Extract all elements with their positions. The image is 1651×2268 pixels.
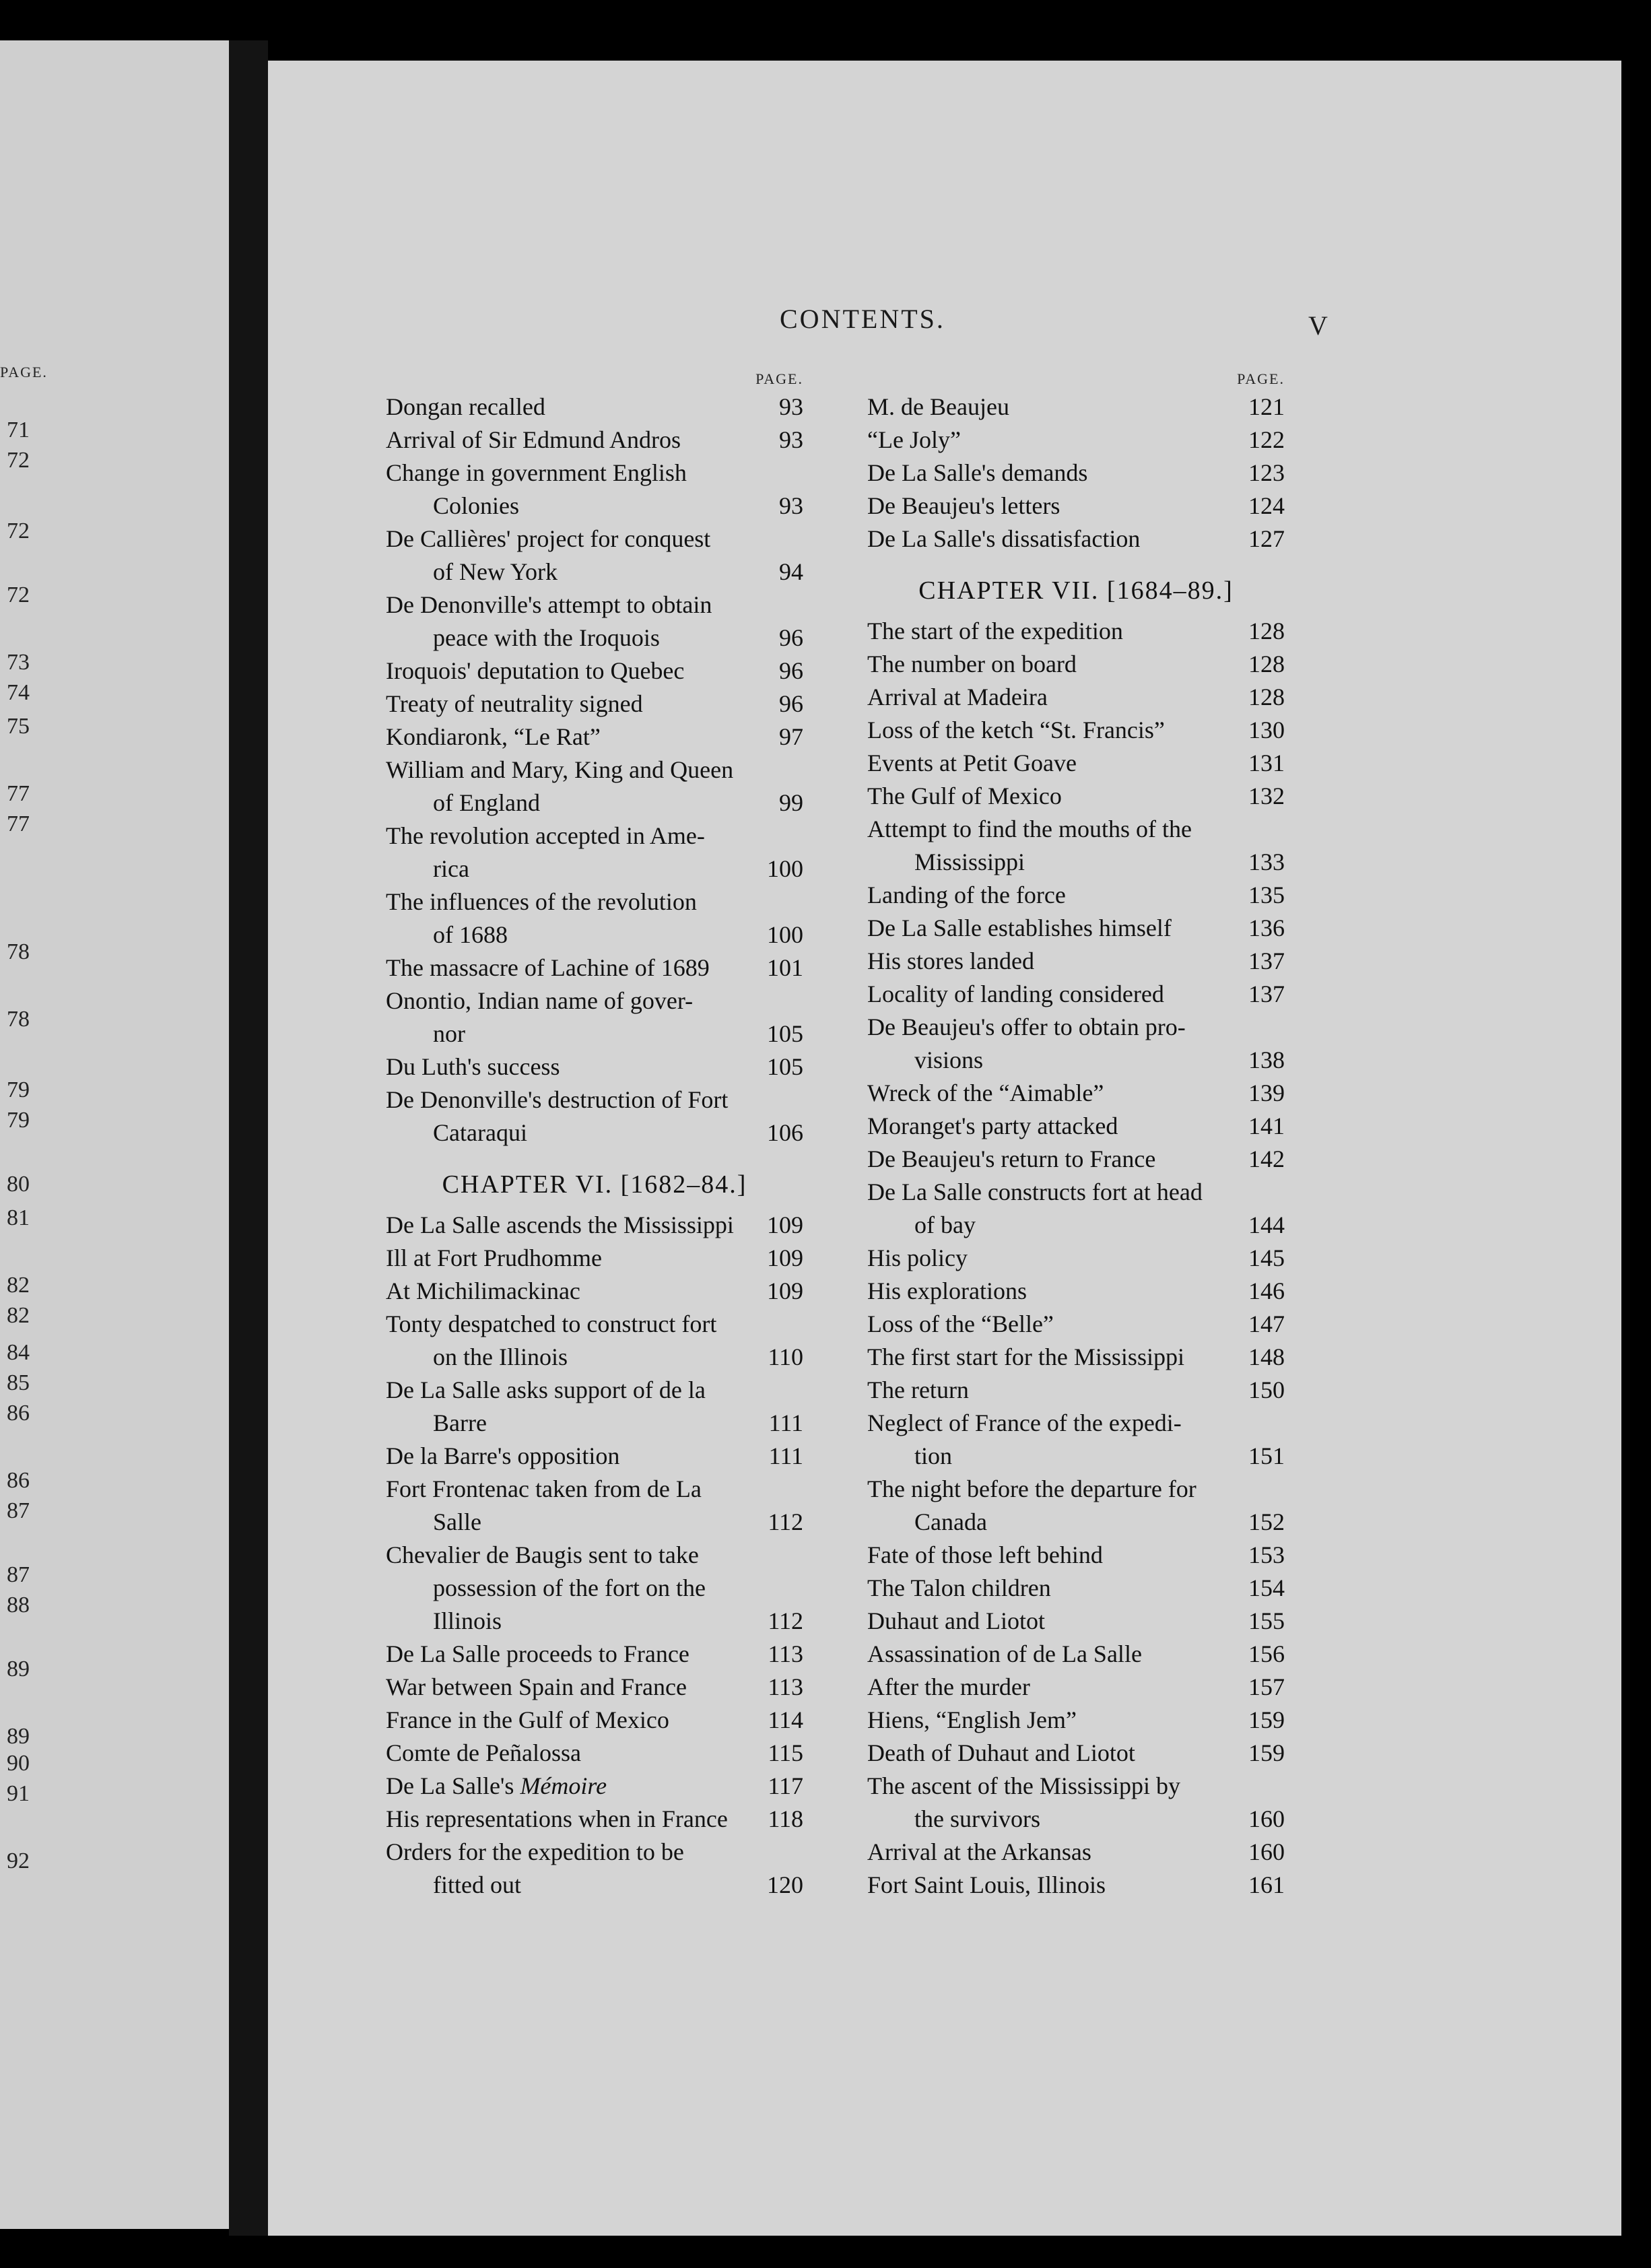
toc-entry bbox=[867, 1671, 1285, 1704]
toc-entry-title: Locality of landing considered bbox=[867, 980, 1164, 1007]
toc-page-number: 110 bbox=[768, 1343, 803, 1370]
facing-page-number: 74 bbox=[7, 680, 30, 705]
toc-entry bbox=[867, 1275, 1285, 1308]
toc-entry-title: De Beaujeu's letters bbox=[867, 492, 1060, 519]
toc-entry-title: War between Spain and France bbox=[386, 1673, 687, 1700]
facing-page-number: 77 bbox=[7, 811, 30, 836]
facing-page-header: PAGE. bbox=[0, 364, 48, 380]
toc-entry bbox=[386, 688, 803, 721]
toc-page-number: 96 bbox=[779, 657, 803, 684]
toc-entry bbox=[386, 886, 803, 952]
toc-entry-title: Landing of the force bbox=[867, 881, 1066, 908]
chapter-heading: CHAPTER VI. [1682–84.] bbox=[442, 1170, 747, 1199]
toc-page-number: 123 bbox=[1248, 459, 1285, 486]
toc-entry bbox=[386, 1209, 803, 1242]
toc-page-number: 160 bbox=[1248, 1805, 1285, 1832]
toc-entry-title: De la Barre's opposition bbox=[386, 1442, 620, 1469]
toc-page-number: 112 bbox=[768, 1508, 803, 1535]
toc-entry-title: Wreck of the “Aimable” bbox=[867, 1079, 1104, 1106]
toc-entry bbox=[386, 820, 803, 886]
toc-entry bbox=[867, 1011, 1285, 1077]
facing-page-number: 72 bbox=[7, 519, 30, 543]
toc-entry-title: After the murder bbox=[867, 1673, 1030, 1700]
toc-page-number: 144 bbox=[1248, 1211, 1285, 1238]
toc-entry bbox=[867, 1539, 1285, 1572]
toc-entry bbox=[386, 424, 803, 457]
toc-entry-title: Ill at Fort Prudhomme bbox=[386, 1244, 602, 1271]
toc-page-number: 100 bbox=[767, 921, 803, 948]
toc-entry-title: Loss of the “Belle” bbox=[867, 1310, 1054, 1337]
toc-page-number: 159 bbox=[1248, 1739, 1285, 1766]
toc-entry-title: De Denonville's destruction of Fort Cataraqui bbox=[386, 1086, 729, 1146]
toc-page-number: 132 bbox=[1248, 782, 1285, 809]
facing-page-number: 86 bbox=[7, 1401, 30, 1426]
toc-page-number: 154 bbox=[1248, 1574, 1285, 1601]
toc-page-number: 93 bbox=[779, 393, 803, 420]
toc-entry bbox=[867, 523, 1285, 556]
toc-entry bbox=[867, 1341, 1285, 1374]
toc-entry-title: Change in government English Colonies bbox=[386, 459, 687, 519]
toc-page-number: 148 bbox=[1248, 1343, 1285, 1370]
toc-page-number: 109 bbox=[767, 1211, 803, 1238]
toc-page-number: 156 bbox=[1248, 1640, 1285, 1667]
toc-entry-title: Loss of the ketch “St. Francis” bbox=[867, 716, 1165, 743]
toc-entry bbox=[867, 1143, 1285, 1176]
toc-entry-title: De Beaujeu's return to France bbox=[867, 1145, 1156, 1172]
toc-entry bbox=[386, 1836, 803, 1902]
toc-entry bbox=[386, 985, 803, 1050]
toc-entry bbox=[867, 978, 1285, 1011]
facing-page-edge bbox=[0, 40, 229, 2229]
toc-entry bbox=[386, 1275, 803, 1308]
toc-page-number: 147 bbox=[1248, 1310, 1285, 1337]
toc-entry bbox=[867, 1605, 1285, 1638]
toc-entry-title: De La Salle ascends the Mississippi bbox=[386, 1211, 734, 1238]
toc-entry bbox=[386, 1737, 803, 1770]
toc-entry-title: Assassination of de La Salle bbox=[867, 1640, 1142, 1667]
toc-entry bbox=[867, 1176, 1285, 1242]
toc-entry bbox=[386, 589, 803, 655]
toc-entry-title: Orders for the expedition to be fitted out bbox=[386, 1838, 684, 1898]
toc-entry bbox=[386, 391, 803, 424]
toc-page-number: 155 bbox=[1248, 1607, 1285, 1634]
toc-page-number: 145 bbox=[1248, 1244, 1285, 1271]
toc-entry bbox=[867, 813, 1285, 879]
toc-entry-title: “Le Joly” bbox=[867, 426, 961, 453]
facing-page-number: 79 bbox=[7, 1077, 30, 1102]
toc-entry-title: De La Salle asks support of de la Barre bbox=[386, 1376, 706, 1436]
toc-entry bbox=[386, 1770, 803, 1803]
toc-entry bbox=[867, 490, 1285, 523]
toc-page-number: 105 bbox=[767, 1053, 803, 1080]
toc-entry bbox=[867, 1473, 1285, 1539]
toc-entry-title: Duhaut and Liotot bbox=[867, 1607, 1045, 1634]
toc-entry bbox=[386, 1374, 803, 1440]
toc-page-number: 139 bbox=[1248, 1079, 1285, 1106]
toc-page-number: 146 bbox=[1248, 1277, 1285, 1304]
toc-entry-title: Moranget's party attacked bbox=[867, 1112, 1118, 1139]
toc-entry bbox=[386, 1671, 803, 1704]
toc-entry bbox=[386, 1242, 803, 1275]
toc-entry bbox=[867, 1110, 1285, 1143]
toc-entry bbox=[386, 754, 803, 820]
toc-entry bbox=[386, 1638, 803, 1671]
toc-entry bbox=[867, 879, 1285, 912]
toc-entry bbox=[386, 952, 803, 985]
toc-entry bbox=[867, 424, 1285, 457]
toc-entry-title: Death of Duhaut and Liotot bbox=[867, 1739, 1135, 1766]
toc-page-number: 111 bbox=[768, 1409, 803, 1436]
facing-page-number: 85 bbox=[7, 1370, 30, 1395]
toc-entry-title: De Beaujeu's offer to obtain pro- visions bbox=[867, 1013, 1186, 1073]
toc-entry-title: Onontio, Indian name of gover- nor bbox=[386, 987, 694, 1047]
toc-entry-title: His representations when in France bbox=[386, 1805, 728, 1832]
facing-page-number: 78 bbox=[7, 1007, 30, 1032]
toc-page-number: 114 bbox=[768, 1706, 803, 1733]
toc-page-number: 94 bbox=[779, 558, 803, 585]
toc-entry bbox=[867, 681, 1285, 714]
toc-page-number: 97 bbox=[779, 723, 803, 750]
toc-page-number: 117 bbox=[768, 1772, 803, 1799]
toc-page-number: 161 bbox=[1248, 1871, 1285, 1898]
toc-entry bbox=[386, 523, 803, 589]
toc-entry bbox=[867, 1737, 1285, 1770]
page-column-header: PAGE. bbox=[755, 370, 803, 387]
toc-entry bbox=[867, 780, 1285, 813]
toc-entry bbox=[386, 1473, 803, 1539]
contents-page bbox=[268, 61, 1621, 2236]
toc-entry bbox=[867, 1308, 1285, 1341]
toc-entry-title: The return bbox=[867, 1376, 969, 1403]
facing-page-number: 82 bbox=[7, 1273, 30, 1298]
toc-entry bbox=[867, 648, 1285, 681]
toc-page-number: 128 bbox=[1248, 683, 1285, 710]
toc-entry-title: Arrival at Madeira bbox=[867, 683, 1048, 710]
toc-entry bbox=[386, 1050, 803, 1083]
toc-entry-title: De La Salle proceeds to France bbox=[386, 1640, 689, 1667]
toc-entry-title: Attempt to find the mouths of the Mississippi bbox=[867, 815, 1192, 875]
toc-entry-title: Tonty despatched to construct fort on the Illinois bbox=[386, 1310, 717, 1370]
toc-entry bbox=[867, 1704, 1285, 1737]
toc-entry-title: The Talon children bbox=[867, 1574, 1051, 1601]
page-column-header: PAGE. bbox=[1237, 370, 1285, 387]
toc-entry bbox=[867, 1770, 1285, 1836]
toc-page-number: 100 bbox=[767, 855, 803, 882]
toc-page-number: 113 bbox=[768, 1673, 803, 1700]
toc-entry-title: At Michilimackinac bbox=[386, 1277, 580, 1304]
toc-entry-title: Kondiaronk, “Le Rat” bbox=[386, 723, 601, 750]
toc-page-number: 124 bbox=[1248, 492, 1285, 519]
facing-page-number: 77 bbox=[7, 781, 30, 806]
toc-entry bbox=[867, 1572, 1285, 1605]
running-title: CONTENTS. bbox=[780, 304, 945, 334]
toc-page-number: 113 bbox=[768, 1640, 803, 1667]
toc-entry-title: Dongan recalled bbox=[386, 393, 545, 420]
toc-entry bbox=[867, 945, 1285, 978]
toc-page-number: 136 bbox=[1248, 914, 1285, 941]
toc-page-number: 109 bbox=[767, 1277, 803, 1304]
toc-entry-title: The revolution accepted in Ame- rica bbox=[386, 822, 705, 882]
facing-page-number: 87 bbox=[7, 1498, 30, 1523]
toc-page-number: 101 bbox=[767, 954, 803, 981]
toc-entry-title: Hiens, “English Jem” bbox=[867, 1706, 1077, 1733]
toc-entry-title: Arrival at the Arkansas bbox=[867, 1838, 1091, 1865]
toc-entry-title: His explorations bbox=[867, 1277, 1027, 1304]
toc-entry-title: Events at Petit Goave bbox=[867, 749, 1077, 776]
toc-entry bbox=[386, 1308, 803, 1374]
toc-entry-title: The massacre of Lachine of 1689 bbox=[386, 954, 710, 981]
toc-page-number: 115 bbox=[768, 1739, 803, 1766]
toc-page-number: 112 bbox=[768, 1607, 803, 1634]
facing-page-number: 79 bbox=[7, 1108, 30, 1133]
chapter-heading: CHAPTER VII. [1684–89.] bbox=[918, 576, 1234, 605]
toc-page-number: 121 bbox=[1248, 393, 1285, 420]
toc-entry bbox=[867, 391, 1285, 424]
toc-entry-title: Iroquois' deputation to Quebec bbox=[386, 657, 685, 684]
toc-page-number: 130 bbox=[1248, 716, 1285, 743]
toc-entry-title: M. de Beaujeu bbox=[867, 393, 1009, 420]
toc-page-number: 135 bbox=[1248, 881, 1285, 908]
facing-page-number: 90 bbox=[7, 1751, 30, 1776]
toc-page-number: 131 bbox=[1248, 749, 1285, 776]
toc-page-number: 99 bbox=[779, 789, 803, 816]
toc-entry bbox=[867, 912, 1285, 945]
toc-entry-title: The start of the expedition bbox=[867, 618, 1123, 644]
toc-entry-title: De La Salle establishes himself bbox=[867, 914, 1172, 941]
toc-entry-title: Fort Saint Louis, Illinois bbox=[867, 1871, 1106, 1898]
toc-entry bbox=[386, 1083, 803, 1149]
toc-page-number: 127 bbox=[1248, 525, 1285, 552]
toc-entry bbox=[867, 747, 1285, 780]
facing-page-number: 82 bbox=[7, 1303, 30, 1328]
toc-page-number: 142 bbox=[1248, 1145, 1285, 1172]
toc-entry-title: Du Luth's success bbox=[386, 1053, 560, 1080]
toc-page-number: 160 bbox=[1248, 1838, 1285, 1865]
toc-entry-title: De La Salle constructs fort at head of bay bbox=[867, 1178, 1203, 1238]
toc-page-number: 141 bbox=[1248, 1112, 1285, 1139]
toc-entry bbox=[386, 1704, 803, 1737]
toc-entry-title: The first start for the Mississippi bbox=[867, 1343, 1184, 1370]
facing-page-number: 87 bbox=[7, 1562, 30, 1587]
facing-page-number: 80 bbox=[7, 1172, 30, 1197]
toc-entry-title: Arrival of Sir Edmund Andros bbox=[386, 426, 681, 453]
toc-entry bbox=[386, 655, 803, 688]
toc-entry-title: De La Salle's dissatisfaction bbox=[867, 525, 1141, 552]
toc-entry-title: The night before the departure for Canada bbox=[867, 1475, 1197, 1535]
toc-entry-title: Comte de Peñalossa bbox=[386, 1739, 581, 1766]
toc-entry bbox=[867, 714, 1285, 747]
toc-entry bbox=[867, 615, 1285, 648]
facing-page-number: 75 bbox=[7, 714, 30, 739]
toc-page-number: 109 bbox=[767, 1244, 803, 1271]
toc-page-number: 106 bbox=[767, 1119, 803, 1146]
facing-page-number: 72 bbox=[7, 448, 30, 473]
contents-column-right bbox=[867, 370, 1285, 1902]
facing-page-number: 86 bbox=[7, 1468, 30, 1493]
toc-entry-title: De Denonville's attempt to obtain peace with the Iroquois bbox=[386, 591, 712, 651]
toc-entry bbox=[867, 1407, 1285, 1473]
facing-page-number: 72 bbox=[7, 582, 30, 607]
toc-page-number: 137 bbox=[1248, 980, 1285, 1007]
toc-page-number: 152 bbox=[1248, 1508, 1285, 1535]
toc-page-number: 151 bbox=[1248, 1442, 1285, 1469]
toc-entry bbox=[386, 457, 803, 523]
folio-number: V bbox=[1308, 310, 1328, 341]
toc-page-number: 122 bbox=[1248, 426, 1285, 453]
toc-entry bbox=[867, 1374, 1285, 1407]
facing-page-number: 84 bbox=[7, 1340, 30, 1365]
toc-entry-title: Fate of those left behind bbox=[867, 1541, 1103, 1568]
toc-page-number: 96 bbox=[779, 690, 803, 717]
toc-page-number: 137 bbox=[1248, 947, 1285, 974]
toc-page-number: 157 bbox=[1248, 1673, 1285, 1700]
toc-page-number: 105 bbox=[767, 1020, 803, 1047]
toc-entry-title: Neglect of France of the expedi- tion bbox=[867, 1409, 1182, 1469]
facing-page-number: 89 bbox=[7, 1724, 30, 1749]
toc-page-number: 111 bbox=[768, 1442, 803, 1469]
toc-page-number: 153 bbox=[1248, 1541, 1285, 1568]
toc-entry bbox=[867, 457, 1285, 490]
toc-entry-title: De Callières' project for conquest of New York bbox=[386, 525, 711, 585]
toc-entry bbox=[867, 1869, 1285, 1902]
toc-entry bbox=[867, 1242, 1285, 1275]
toc-entry-title: Chevalier de Baugis sent to take possession of the fort on the Illinois bbox=[386, 1541, 706, 1634]
toc-entry-title: Fort Frontenac taken from de La Salle bbox=[386, 1475, 702, 1535]
contents-column-left bbox=[386, 370, 803, 1902]
toc-page-number: 96 bbox=[779, 624, 803, 651]
facing-page-number: 88 bbox=[7, 1593, 30, 1617]
toc-entry-title: The influences of the revolution of 1688 bbox=[386, 888, 697, 948]
toc-page-number: 150 bbox=[1248, 1376, 1285, 1403]
toc-page-number: 128 bbox=[1248, 651, 1285, 677]
toc-entry-title: The Gulf of Mexico bbox=[867, 782, 1062, 809]
toc-entry-title: His policy bbox=[867, 1244, 968, 1271]
facing-page-number: 78 bbox=[7, 939, 30, 964]
toc-page-number: 118 bbox=[768, 1805, 803, 1832]
toc-page-number: 120 bbox=[767, 1871, 803, 1898]
toc-page-number: 128 bbox=[1248, 618, 1285, 644]
facing-page-number: 81 bbox=[7, 1205, 30, 1230]
toc-entry bbox=[867, 1638, 1285, 1671]
toc-entry-title: France in the Gulf of Mexico bbox=[386, 1706, 669, 1733]
facing-page-number: 89 bbox=[7, 1657, 30, 1681]
toc-page-number: 133 bbox=[1248, 848, 1285, 875]
toc-entry-title: The ascent of the Mississippi by the survivors bbox=[867, 1772, 1180, 1832]
facing-page-number: 71 bbox=[7, 418, 30, 442]
toc-entry bbox=[386, 1539, 803, 1638]
toc-page-number: 138 bbox=[1248, 1046, 1285, 1073]
toc-page-number: 159 bbox=[1248, 1706, 1285, 1733]
toc-page-number: 93 bbox=[779, 426, 803, 453]
toc-entry bbox=[867, 1077, 1285, 1110]
toc-entry-title: Treaty of neutrality signed bbox=[386, 690, 643, 717]
toc-page-number: 93 bbox=[779, 492, 803, 519]
facing-page-number: 91 bbox=[7, 1781, 30, 1806]
toc-entry bbox=[386, 1803, 803, 1836]
toc-entry bbox=[386, 721, 803, 754]
toc-entry-title: The number on board bbox=[867, 651, 1077, 677]
toc-entry-title: De La Salle's Mémoire bbox=[386, 1772, 607, 1799]
facing-page-number: 73 bbox=[7, 650, 30, 675]
facing-page-number: 92 bbox=[7, 1848, 30, 1873]
book-spine bbox=[229, 40, 268, 2236]
toc-entry-title: William and Mary, King and Queen of England bbox=[386, 756, 734, 816]
toc-entry bbox=[867, 1836, 1285, 1869]
toc-entry bbox=[386, 1440, 803, 1473]
toc-entry-title: De La Salle's demands bbox=[867, 459, 1088, 486]
toc-entry-title: His stores landed bbox=[867, 947, 1034, 974]
